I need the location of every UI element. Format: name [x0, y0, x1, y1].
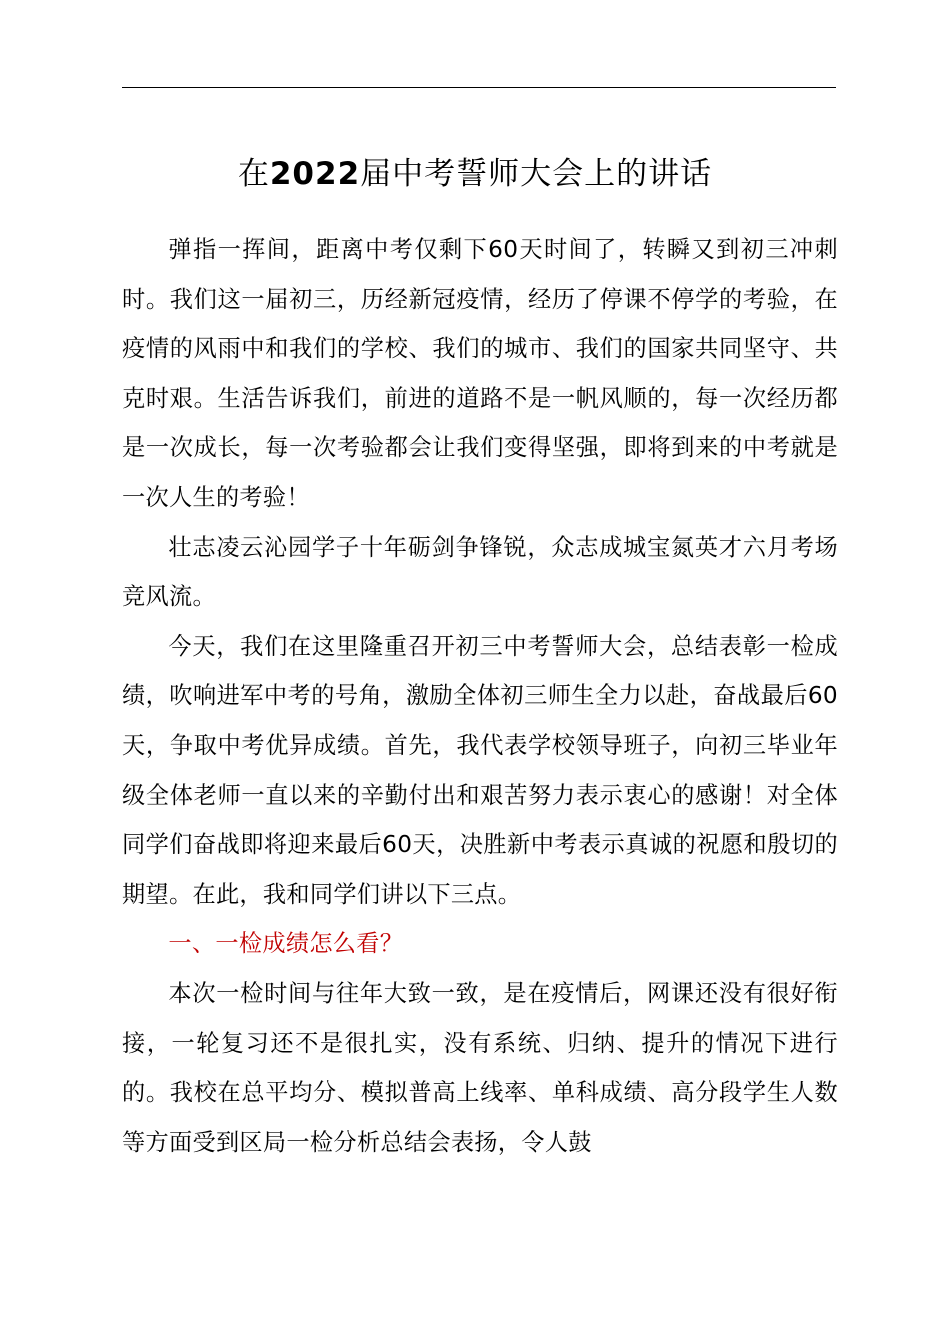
top-rule	[122, 87, 836, 88]
section-heading: 一、一检成绩怎么看？	[168, 930, 404, 958]
paragraph-meeting: 今天，我们在这里隆重召开初三中考誓师大会，总结表彰一检成绩，吹响进军中考的号角，激励全体初三师生全力以赴，奋战最后60天，争取中考优异成绩。首先，我代表学校领导班子，向初三毕业年级全体老师一直以来的辛勤付出和艰苦努力表示衷心的感谢！对全体同学们奋战即将迎来最后60天，决胜新中考表示真诚的祝愿和殷切的期望。在此，我和同学们讲以下三点。	[122, 632, 838, 908]
title-suffix: 届中考誓师大会上的讲话	[360, 156, 713, 192]
paragraph-section-one: 本次一检时间与往年大致一致，是在疫情后，网课还没有很好衔接，一轮复习还不是很扎实，没有系统、归纳、提升的情况下进行的。我校在总平均分、模拟普高上线率、单科成绩、高分段学生人数等方面受到区局一检分析总结会表扬，令人鼓	[122, 979, 838, 1156]
document-title	[0, 150, 950, 198]
document-body	[122, 225, 838, 1167]
paragraph-couplet: 壮志凌云沁园学子十年砺剑争锋锐，众志成城宝氮英才六月考场竞风流。	[122, 533, 838, 611]
paragraph-intro: 弹指一挥间，距离中考仅剩下60天时间了，转瞬又到初三冲刺时。我们这一届初三，历经新冠疫情，经历了停课不停学的考验，在疫情的风雨中和我们的学校、我们的城市、我们的国家共同坚守、共克时艰。生活告诉我们，前进的道路不是一帆风顺的，每一次经历都是一次成长，每一次考验都会让我们变得坚强，即将到来的中考就是一次人生的考验！	[122, 236, 838, 511]
title-year: 2022	[269, 156, 361, 192]
title-prefix: 在	[237, 156, 270, 192]
